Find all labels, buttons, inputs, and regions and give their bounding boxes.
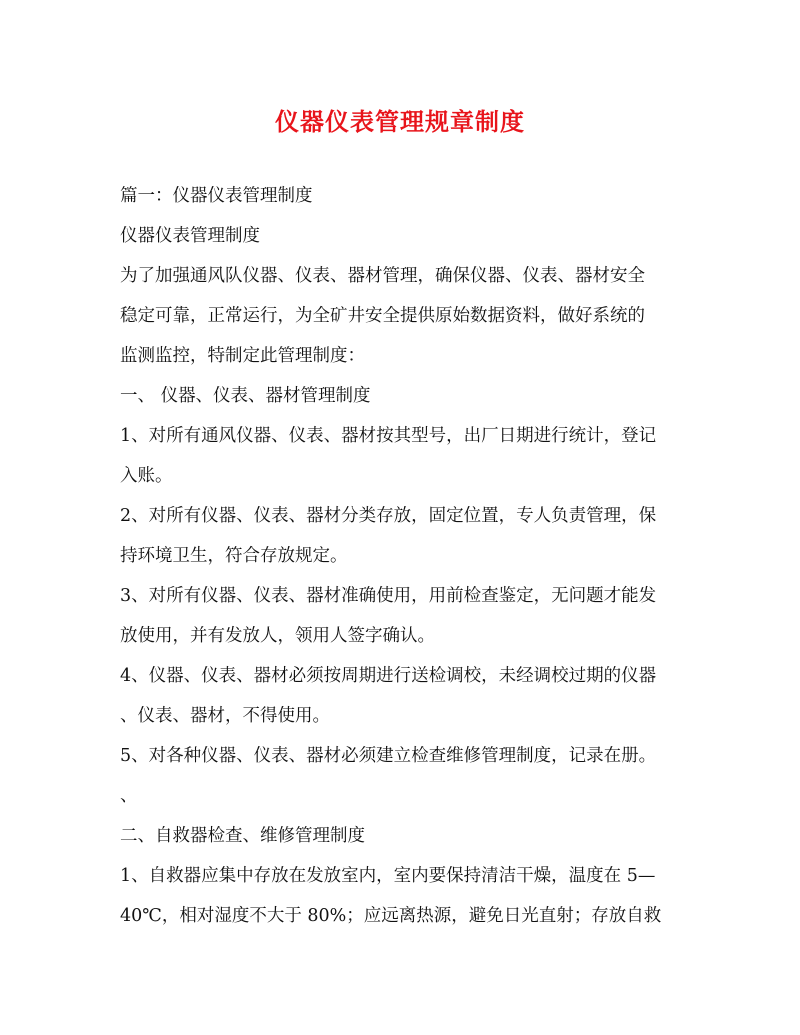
paragraph (120, 856, 685, 936)
paragraph-line: 1、自救器应集中存放在发放室内，室内要保持清洁干燥，温度在 5— (120, 866, 656, 886)
paragraph-line: 篇一：仪器仪表管理制度 (120, 186, 313, 206)
paragraph-line: 、仪表、器材，不得使用。 (120, 706, 330, 726)
paragraph-line: 稳定可靠，正常运行，为全矿井安全提供原始数据资料，做好系统的 (120, 306, 645, 326)
paragraph-line: 4、仪器、仪表、器材必须按周期进行送检调校，未经调校过期的仪器 (120, 666, 657, 686)
paragraph-line: 1、对所有通风仪器、仪表、器材按其型号，出厂日期进行统计，登记 (120, 426, 657, 446)
paragraph (120, 216, 685, 256)
paragraph-line: 为了加强通风队仪器、仪表、器材管理，确保仪器、仪表、器材安全 (120, 266, 645, 286)
document-title: 仪器仪表管理规章制度 (275, 107, 525, 136)
paragraph-line: 40℃，相对湿度不大于 80%；应远离热源，避免日光直射；存放自救 (120, 906, 662, 926)
paragraph-line: 、 (120, 786, 138, 806)
paragraph-line: 3、对所有仪器、仪表、器材准确使用，用前检查鉴定，无问题才能发 (120, 586, 657, 606)
paragraph-line: 5、对各种仪器、仪表、器材必须建立检查维修管理制度，记录在册。 (120, 746, 657, 766)
paragraph-line: 持环境卫生，符合存放规定。 (120, 546, 348, 566)
paragraph-line: 二、自救器检查、维修管理制度 (120, 826, 365, 846)
paragraph-line: 一、 仪器、仪表、器材管理制度 (120, 386, 371, 406)
paragraph-line: 入账。 (120, 466, 173, 486)
paragraph (120, 576, 685, 656)
paragraph (120, 736, 685, 816)
paragraph-line: 2、对所有仪器、仪表、器材分类存放，固定位置，专人负责管理，保 (120, 506, 657, 526)
paragraph-line: 仪器仪表管理制度 (120, 226, 260, 246)
section-heading (120, 376, 685, 416)
paragraph-line: 监测监控，特制定此管理制度： (120, 346, 365, 366)
paragraph (120, 176, 685, 216)
paragraph (120, 416, 685, 496)
paragraph-line: 放使用，并有发放人，领用人签字确认。 (120, 626, 435, 646)
paragraph (120, 496, 685, 576)
paragraph (120, 256, 685, 376)
document-body (120, 176, 685, 936)
section-heading (120, 816, 685, 856)
paragraph (120, 656, 685, 736)
